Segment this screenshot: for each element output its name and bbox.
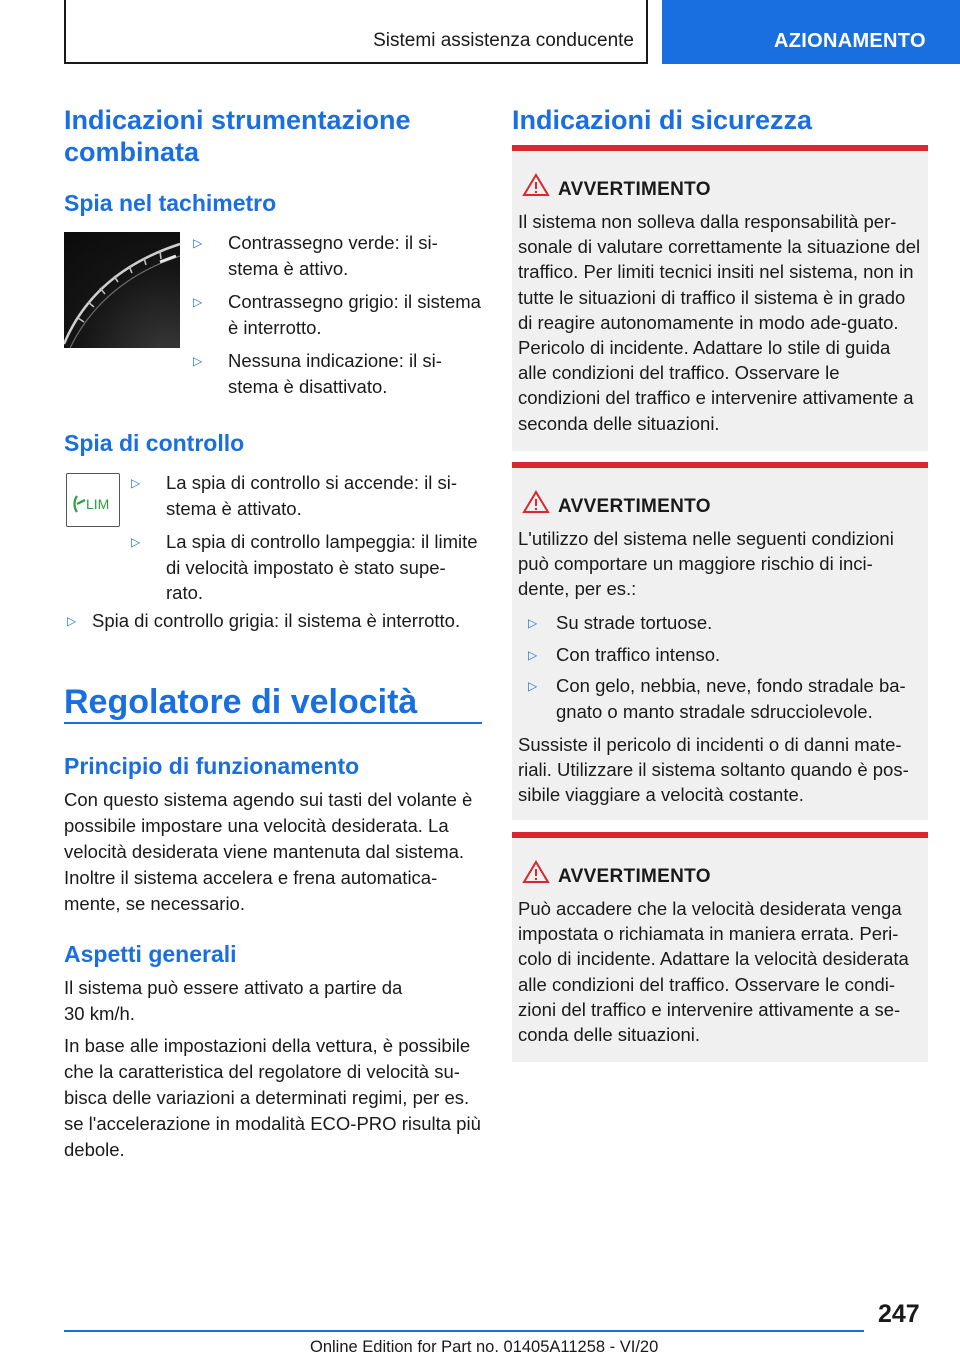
heading-spia-tachimetro: Spia nel tachimetro	[64, 190, 277, 216]
warning-outro: Sussiste il pericolo di incidenti o di danni mate-riali. Utilizzare il sistema soltanto quando è pos-sibile viaggiare a velocità costante.	[518, 734, 909, 806]
triangle-bullet-icon: ▷	[131, 476, 141, 490]
triangle-bullet-icon: ▷	[131, 535, 141, 549]
list-item: ▷ Con gelo, nebbia, neve, fondo stradale ba-gnato o manto stradale sdrucciolevole.	[528, 675, 906, 722]
warning-title: AVVERTIMENTO	[558, 496, 711, 517]
heading-indicazioni: Indicazioni strumentazione combinata	[64, 105, 411, 167]
controllo-list	[128, 470, 482, 606]
list-item: ▷ Con traffico intenso.	[518, 642, 918, 668]
heading-regolatore: Regolatore di velocità	[64, 683, 418, 721]
triangle-bullet-icon: ▷	[528, 616, 538, 630]
header-section-title: Sistemi assistenza conducente	[373, 30, 634, 51]
list-item: ▷ Contrassegno grigio: il sistema è interrotto.	[193, 291, 481, 338]
triangle-bullet-icon: ▷	[193, 295, 203, 309]
warning-title: AVVERTIMENTO	[558, 179, 711, 200]
warning-triangle-icon	[522, 490, 550, 514]
list-item: ▷ Su strade tortuose.	[518, 610, 918, 636]
list-item: ▷ Spia di controllo grigia: il sistema è interrotto.	[64, 608, 482, 634]
warning-conditions-list	[518, 610, 918, 724]
footer-edition[interactable]: Online Edition for Part no. 01405A11258 - VI/20	[310, 1338, 659, 1356]
list-item: ▷ La spia di controllo lampeggia: il limite di velocità impostato è stato supe-rato.	[131, 531, 478, 603]
warning-title: AVVERTIMENTO	[558, 866, 711, 887]
warning-box-1	[512, 145, 928, 451]
warning-triangle-icon	[522, 173, 550, 197]
heading-sicurezza: Indicazioni di sicurezza	[512, 105, 813, 135]
warning-text: Può accadere che la velocità desiderata venga impostata o richiamata in maniera errata. Peri-colo di incidente. Adattare la velocità desiderata alle condizioni del traffico. Osservare le condi-zioni del traffico e intervenire attivamente a se-conda delle situazioni.	[518, 898, 909, 1046]
warning-intro: L'utilizzo del sistema nelle seguenti condizioni può comportare un maggiore rischio di inci-dente, per es.:	[518, 528, 894, 600]
aspetti-paragraph-2: In base alle impostazioni della vettura, è possibile che la caratteristica del regolatore di velocità su-bisca delle variazioni a determinati regimi, per es. se l'accelerazione in modalità ECO-PRO risulta più debole.	[64, 1035, 481, 1160]
speedometer-arc-icon	[64, 232, 180, 348]
heading-underline	[64, 722, 482, 724]
footer-rule	[64, 1330, 864, 1332]
heading-aspetti: Aspetti generali	[64, 941, 237, 967]
controllo-list-extra	[64, 608, 482, 634]
heading-spia-controllo: Spia di controllo	[64, 430, 245, 456]
tachimetro-list	[190, 230, 482, 399]
list-item: ▷ Contrassegno verde: il si-stema è attivo.	[193, 232, 438, 279]
page-number: 247	[878, 1300, 920, 1328]
warning-text: Il sistema non solleva dalla responsabilità per-sonale di valutare correttamente la situazione del traffico. Per limiti tecnici insiti nel sistema, non in tutte le situazioni di traffico il sistema è in grado di reagire autonomamente in modo ade-guato. Pericolo di incidente. Adattare lo stile di guida alle condizioni del traffico. Osservare le condizioni del traffico e intervenire attivamente a seconda delle situazioni.	[518, 211, 921, 434]
triangle-bullet-icon: ▷	[528, 679, 538, 693]
list-item: ▷ Nessuna indicazione: il si-stema è disattivato.	[193, 350, 442, 397]
speedometer-image	[64, 232, 180, 348]
speed-limit-lim-icon	[66, 473, 120, 527]
triangle-bullet-icon: ▷	[528, 647, 538, 662]
lim-label: LIM	[86, 496, 110, 512]
warning-box-2	[512, 462, 928, 820]
warning-triangle-icon	[522, 860, 550, 884]
heading-principio: Principio di funzionamento	[64, 753, 360, 779]
triangle-bullet-icon: ▷	[193, 354, 203, 368]
triangle-bullet-icon: ▷	[193, 236, 203, 250]
warning-box-3	[512, 832, 928, 1062]
header-chapter-tab[interactable]	[662, 0, 960, 64]
aspetti-paragraph-1: Il sistema può essere attivato a partire da 30 km/h.	[64, 977, 403, 1024]
list-item: ▷ La spia di controllo si accende: il si-stema è attivato.	[131, 472, 458, 519]
header-chapter-title: AZIONAMENTO	[774, 30, 926, 52]
principio-paragraph: Con questo sistema agendo sui tasti del volante è possibile impostare una velocità desiderata. La velocità desiderata viene mantenuta dal sistema. Inoltre il sistema accelera e frena automatica-mente, se necessario.	[64, 789, 473, 914]
lim-gauge-icon	[67, 474, 119, 526]
header-section-box	[64, 0, 648, 64]
triangle-bullet-icon: ▷	[67, 614, 77, 628]
